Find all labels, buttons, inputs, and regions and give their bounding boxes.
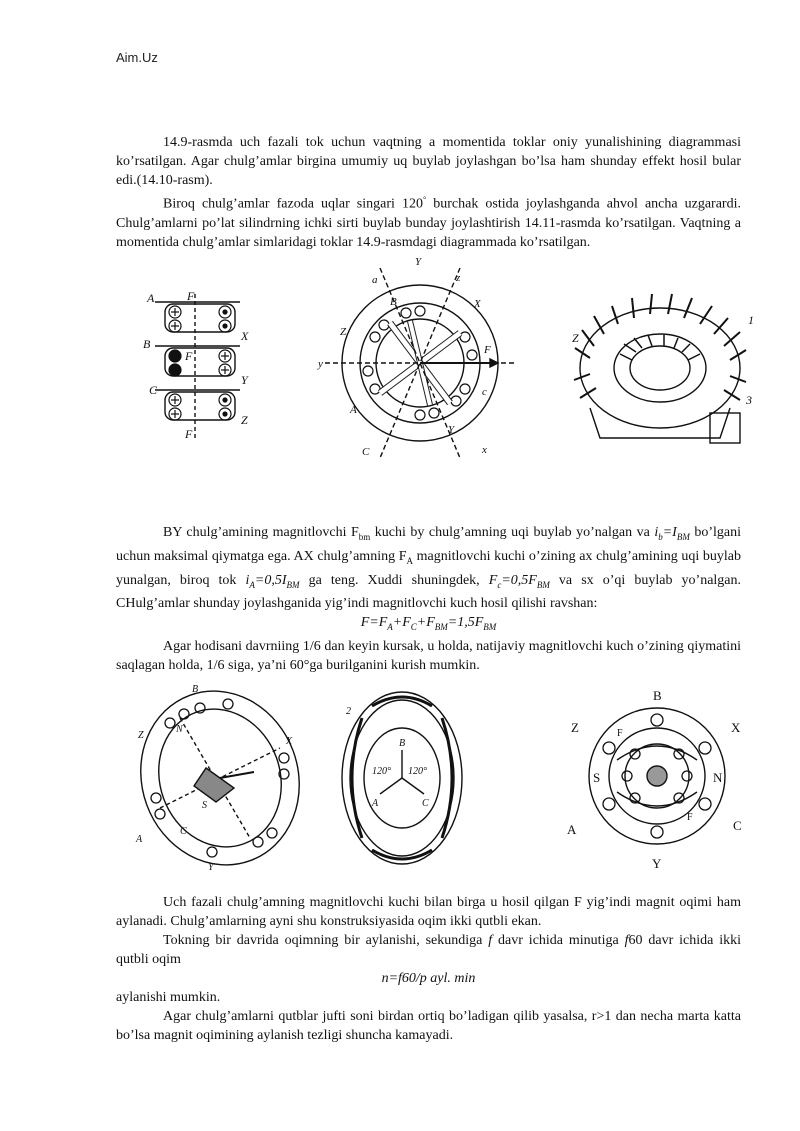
- svg-text:Y: Y: [652, 856, 662, 871]
- rotating-field-center: [342, 692, 462, 864]
- formula: n=f60/p ayl. min: [381, 971, 476, 986]
- svg-text:A: A: [372, 798, 379, 809]
- svg-text:B: B: [399, 738, 406, 749]
- svg-text:S: S: [202, 800, 207, 811]
- text-block-2: [116, 523, 741, 675]
- svg-text:B: B: [192, 684, 199, 695]
- svg-text:F: F: [687, 812, 693, 823]
- svg-text:Y: Y: [208, 862, 214, 873]
- paragraph: Biroq chulg’amlar fazoda uqlar singari 120° burchak ostida joylashganda ahvol ancha uzgarardi. Chulg’amlarni po’lat silindrning ichki sirti buylab bunday joylashtirish 14.11-rasmda ko’rsatilgan. Vaqtning a momentida chulg’amlar simlaridagi toklar 14.9-rasmdagi diagrammada ko’rsatilgan.: [116, 195, 741, 250]
- winding-schematic: [143, 289, 249, 441]
- paragraph: aylanishi mumkin.: [116, 990, 221, 1005]
- stator-core-drawing: [572, 294, 754, 443]
- svg-text:A: A: [136, 834, 143, 845]
- svg-text:x: x: [482, 444, 487, 456]
- svg-text:X: X: [731, 720, 741, 735]
- svg-text:2: 2: [346, 706, 351, 717]
- paragraph: Tokning bir davrida oqimning bir aylanishi, sekundiga f davr ichida minutiga f60 davr ichida ikki qutbli oqim: [116, 933, 741, 967]
- svg-text:B: B: [143, 337, 151, 351]
- formula: $F=F_A+F_C+F_{BM}=1,5F_{BM}$: [360, 615, 497, 633]
- svg-text:C: C: [733, 818, 742, 833]
- rotating-field-right: [567, 688, 742, 871]
- site-header: Aim.Uz: [116, 50, 158, 65]
- svg-text:N: N: [713, 770, 723, 785]
- svg-text:X: X: [286, 736, 293, 747]
- svg-text:N: N: [176, 724, 183, 735]
- svg-text:1: 1: [748, 313, 754, 327]
- paragraph: BY chulg’amining magnitlovchi $F_{bm}$ kuchi by chulg’amning uqi buylab yo’nalgan va $i_b=I_{BM}$ bo’lgani uchun maksimal qiymatga ega. AX chulg’amning $F_A$ magnitlovchi kuchi o’zining ax chulg’amining uqi buylab yunalgan, biroq tok $i_A=0,5I_{BM}$ ga teng. Xuddi shuningdek, $F_c=0,5F_{BM}$ va sx o’qi buylab yo’nalgan. CHulg’amlar shunday joylashganida yig’indi magnitlovchi kuch hosil qilishi ravshan:: [116, 525, 742, 612]
- svg-text:z: z: [456, 272, 461, 284]
- rotating-field-left: [117, 669, 324, 888]
- svg-text:y: y: [318, 358, 323, 370]
- svg-text:120°: 120°: [408, 766, 427, 777]
- svg-text:C: C: [180, 826, 187, 837]
- svg-text:A: A: [350, 404, 357, 416]
- svg-text:120°: 120°: [372, 766, 391, 777]
- svg-text:Z: Z: [340, 326, 347, 338]
- paragraph: 14.9-rasmda uch fazali tok uchun vaqtning a momentida toklar oniy yunalishining diagrammasi ko’rsatilgan. Agar chulg’amlar birgina umumiy uq buylab joylashgan bo’lsa ham shunday effekt hosil bular edi.(14.10-rasm).: [116, 135, 741, 188]
- svg-text:Y: Y: [415, 256, 422, 268]
- text-block-3: [116, 893, 741, 1045]
- figure-14-9-to-14-11: [115, 256, 754, 458]
- svg-text:C: C: [362, 446, 370, 458]
- svg-text:F: F: [484, 344, 491, 356]
- svg-text:c: c: [482, 386, 487, 398]
- label-A: A: [147, 291, 155, 305]
- figure-rotating-field: [115, 678, 745, 878]
- svg-text:Z: Z: [571, 720, 579, 735]
- svg-text:F: F: [185, 427, 193, 441]
- paragraph: Uch fazali chulg’amning magnitlovchi kuchi bilan birga u hosil qilgan F yig’indi magnit oqimi ham aylanadi. Chulg’amlarning ayni shu konstruksiyasida oqim ikki qutbli ekan.: [116, 895, 741, 929]
- svg-text:X: X: [241, 329, 249, 343]
- svg-text:S: S: [593, 770, 601, 785]
- svg-text:Y: Y: [448, 424, 455, 436]
- text-block-1: [116, 133, 741, 252]
- svg-text:B: B: [653, 688, 662, 703]
- svg-text:B: B: [390, 296, 397, 308]
- svg-text:C: C: [422, 798, 429, 809]
- svg-text:Z: Z: [572, 331, 579, 345]
- svg-text:A: A: [567, 822, 577, 837]
- svg-text:F: F: [187, 289, 195, 303]
- paragraph: Agar hodisani davrniing 1/6 dan keyin kursak, u holda, natijaviy magnitlovchi kuch o’zining qiymatini saqlagan holda, 1/6 siga, ya’ni 60°ga burilganini kurish mumkin.: [116, 639, 741, 674]
- svg-text:Z: Z: [241, 413, 248, 427]
- paragraph: Agar chulg’amlarni qutblar jufti soni birdan ortiq bo’ladigan qilib yasalsa, r>1 dan necha marta katta bo’lsa magnit oqimining aylanish tezligi shuncha kamayadi.: [116, 1009, 741, 1043]
- svg-text:a: a: [372, 274, 378, 286]
- svg-text:X: X: [474, 298, 481, 310]
- svg-text:C: C: [149, 383, 158, 397]
- stator-cross-section: [317, 256, 515, 458]
- svg-text:Y: Y: [241, 373, 248, 387]
- svg-text:Z: Z: [138, 730, 144, 741]
- svg-text:F: F: [617, 728, 623, 739]
- svg-text:F: F: [185, 349, 193, 363]
- svg-text:3: 3: [746, 393, 752, 407]
